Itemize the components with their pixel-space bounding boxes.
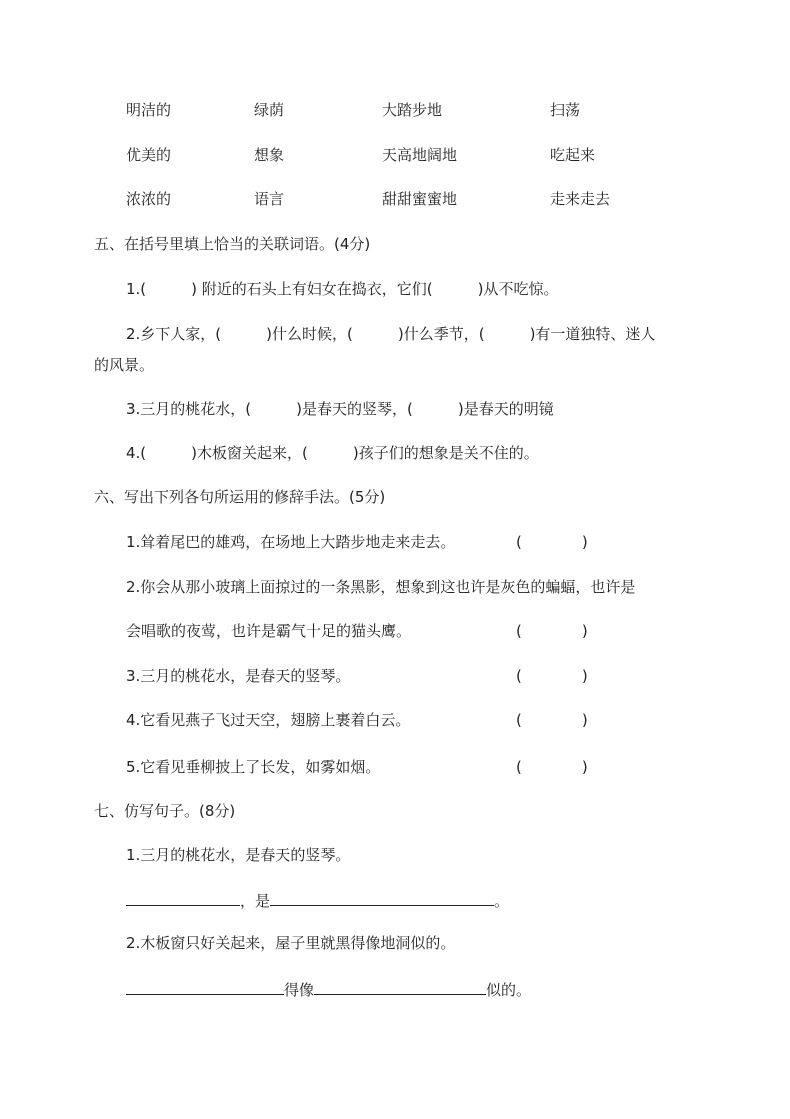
section-5-question-2-cont: 的风景。 — [94, 356, 155, 374]
blank-line[interactable] — [126, 889, 240, 906]
section-6-question-2-cont: 会唱歌的夜莺，也许是霸气十足的猫头鹰。 — [126, 622, 412, 640]
answer-separator: 得像 — [284, 981, 315, 999]
section-5-question-4: 4.( )木板窗关起来，( )孩子们的想象是关不住的。 — [126, 444, 539, 462]
section-6-answer-3[interactable]: ( ) — [516, 667, 588, 685]
section-5-question-1: 1.( ) 附近的石头上有妇女在捣衣，它们( )从不吃惊。 — [126, 280, 559, 298]
answer-separator: ，是 — [240, 892, 271, 910]
word-r1c2: 绿荫 — [254, 101, 285, 119]
answer-end: 似的。 — [486, 981, 532, 999]
word-r2c1: 优美的 — [126, 146, 172, 164]
word-r2c3: 天高地阔地 — [382, 146, 458, 164]
section-7-question-2: 2.木板窗只好关起来，屋子里就黑得像地洞似的。 — [126, 934, 456, 952]
section-5-question-3: 3.三月的桃花水，( )是春天的竖琴，( )是春天的明镜 — [126, 400, 554, 418]
section-6-answer-1[interactable]: ( ) — [516, 533, 588, 551]
word-r1c3: 大踏步地 — [382, 101, 443, 119]
section-6-heading: 六、写出下列各句所运用的修辞手法。(5分) — [94, 488, 386, 506]
blank-line[interactable] — [270, 889, 494, 906]
word-r3c2: 语言 — [254, 190, 285, 208]
word-r2c2: 想象 — [254, 146, 285, 164]
answer-end: 。 — [494, 892, 510, 910]
section-7-question-1: 1.三月的桃花水，是春天的竖琴。 — [126, 846, 351, 864]
section-5-question-2: 2.乡下人家，( )什么时候，( )什么季节，( )有一道独特、迷人 — [126, 325, 656, 343]
word-r3c3: 甜甜蜜蜜地 — [382, 190, 458, 208]
section-6-question-5: 5.它看见垂柳披上了长发，如雾如烟。 — [126, 758, 381, 776]
section-6-answer-5[interactable]: ( ) — [516, 758, 588, 776]
section-7-answer-line-1 — [126, 889, 509, 911]
section-6-question-4: 4.它看见燕子飞过天空，翅膀上裹着白云。 — [126, 711, 411, 729]
word-r3c4: 走来走去 — [550, 190, 611, 208]
word-r2c4: 吃起来 — [550, 146, 596, 164]
blank-line[interactable] — [314, 978, 486, 995]
word-r1c1: 明洁的 — [126, 101, 172, 119]
word-r3c1: 浓浓的 — [126, 190, 172, 208]
section-7-answer-line-2 — [126, 978, 531, 1000]
section-6-question-2: 2.你会从那小玻璃上面掠过的一条黑影，想象到这也许是灰色的蝙蝠，也许是 — [126, 578, 636, 596]
section-6-answer-4[interactable]: ( ) — [516, 711, 588, 729]
word-r1c4: 扫荡 — [550, 101, 581, 119]
section-5-heading: 五、在括号里填上恰当的关联词语。(4分) — [94, 235, 371, 253]
section-6-answer-2[interactable]: ( ) — [516, 622, 588, 640]
section-7-heading: 七、仿写句子。(8分) — [94, 802, 236, 820]
blank-line[interactable] — [126, 978, 284, 995]
section-6-question-1: 1.耸着尾巴的雄鸡，在场地上大踏步地走来走去。 — [126, 533, 456, 551]
section-6-question-3: 3.三月的桃花水，是春天的竖琴。 — [126, 667, 351, 685]
